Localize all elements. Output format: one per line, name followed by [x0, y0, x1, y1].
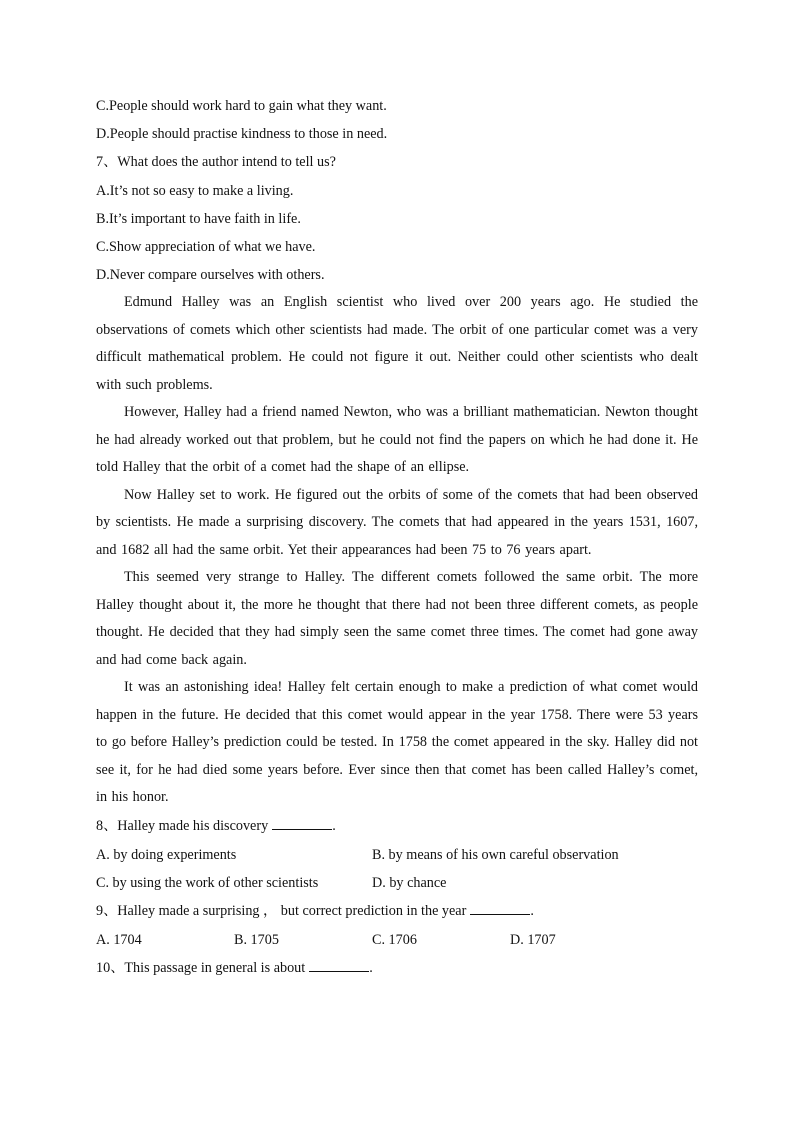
q9-end: . [530, 902, 534, 919]
q9-stem: 9、Halley made a surprising ， but correct prediction in the year [96, 902, 467, 919]
q6-option-c: C.People should work hard to gain what they want. [96, 98, 387, 114]
q9-answer-blank[interactable] [470, 900, 530, 915]
q8-option-a: A. by doing experiments [96, 846, 237, 863]
q9-option-b: B. 1705 [234, 931, 279, 948]
worksheet-page [96, 92, 698, 983]
q9-option-c: C. 1706 [372, 931, 417, 948]
q8-options-row-1 [96, 841, 698, 869]
passage-paragraph-3: Now Halley set to work. He figured out the orbits of some of the comets that had been observed by scientists. He made a surprising discovery. The comets that had appeared in the years 1531, 1607, and 1682 all had the same orbit. Yet their appearances had been 75 to 76 years apart. [96, 486, 698, 558]
q8-stem: 8、Halley made his discovery [96, 817, 269, 834]
q9-question [96, 897, 698, 926]
passage-paragraph-4: This seemed very strange to Halley. The different comets followed the same orbit. The more Halley thought about it, the more he thought that there had not been three different comets, as people thought. He decided that they had simply seen the same comet three times. The comet had gone away and had come back again. [96, 569, 698, 668]
passage-paragraph-1: Edmund Halley was an English scientist who lived over 200 years ago. He studied the observations of comets which other scientists had made. The orbit of one particular comet was a very difficult mathematical problem. He could not figure it out. Neither could other scientists who dealt with such problems. [96, 294, 698, 393]
q6-option-d: D.People should practise kindness to those in need. [96, 126, 388, 142]
q7-stem: 7、What does the author intend to tell us? [96, 154, 336, 170]
q9-option-d: D. 1707 [510, 931, 556, 948]
q9-option-a: A. 1704 [96, 931, 142, 948]
q7-option-c: C.Show appreciation of what we have. [96, 239, 316, 255]
q8-end: . [332, 817, 336, 834]
q7-option-a: A.It’s not so easy to make a living. [96, 183, 294, 199]
passage-paragraph-5: It was an astonishing idea! Halley felt certain enough to make a prediction of what comet would happen in the future. He decided that this comet would appear in the year 1758. There were 53 years to go before Halley’s prediction could be tested. In 1758 the comet appeared in the sky. Halley did not see it, for he had died some years before. Ever since then that comet has been called Halley’s comet, in his honor. [96, 679, 698, 805]
q8-options-row-2 [96, 869, 698, 897]
q7-option-d: D.Never compare ourselves with others. [96, 267, 325, 283]
q7-option-b: B.It’s important to have faith in life. [96, 211, 301, 227]
q10-end: . [369, 959, 373, 976]
q8-option-b: B. by means of his own careful observation [372, 846, 619, 863]
q10-question [96, 954, 698, 983]
q10-answer-blank[interactable] [309, 957, 369, 972]
q8-option-d: D. by chance [372, 874, 447, 891]
q10-stem: 10、This passage in general is about [96, 959, 306, 976]
passage-paragraph-2: However, Halley had a friend named Newton, who was a brilliant mathematician. Newton thought he had already worked out that problem, but he could not find the papers on which he had done it. He told Halley that the orbit of a comet had the shape of an ellipse. [96, 404, 698, 475]
q8-question [96, 812, 698, 841]
q8-option-c: C. by using the work of other scientists [96, 874, 319, 891]
q8-answer-blank[interactable] [272, 815, 332, 830]
q9-options-row [96, 926, 698, 954]
